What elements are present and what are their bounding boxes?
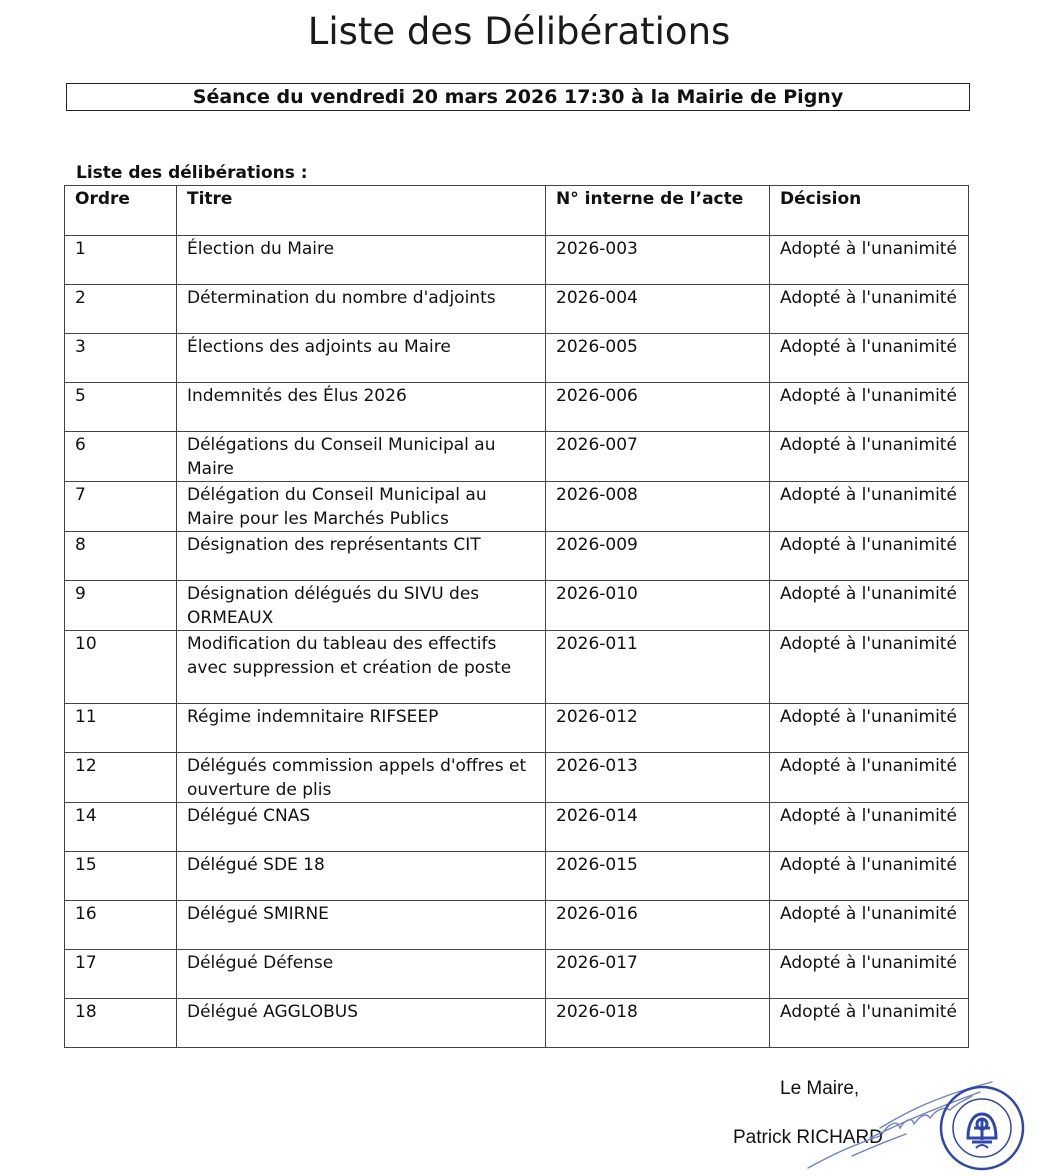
cell-decision: Adopté à l'unanimité (770, 999, 969, 1048)
signature-name: Patrick RICHARD (733, 1127, 883, 1148)
cell-decision: Adopté à l'unanimité (770, 581, 969, 631)
section-label: Liste des délibérations : (76, 163, 308, 183)
cell-titre: Délégué SMIRNE (177, 901, 546, 950)
cell-ordre: 16 (65, 901, 177, 950)
table-row (65, 383, 969, 432)
table-row (65, 704, 969, 753)
cell-numero: 2026-006 (546, 383, 770, 432)
table-row (65, 581, 969, 631)
cell-decision: Adopté à l'unanimité (770, 532, 969, 581)
cell-numero: 2026-009 (546, 532, 770, 581)
cell-numero: 2026-003 (546, 236, 770, 285)
header-titre: Titre (177, 186, 546, 236)
cell-ordre: 9 (65, 581, 177, 631)
table-row (65, 901, 969, 950)
cell-titre: Modification du tableau des effectifs avec suppression et création de poste (177, 631, 546, 704)
table-row (65, 803, 969, 852)
cell-numero: 2026-016 (546, 901, 770, 950)
cell-titre: Délégué SDE 18 (177, 852, 546, 901)
cell-titre: Élection du Maire (177, 236, 546, 285)
table-row (65, 482, 969, 532)
cell-titre: Régime indemnitaire RIFSEEP (177, 704, 546, 753)
header-ordre: Ordre (65, 186, 177, 236)
cell-ordre: 8 (65, 532, 177, 581)
cell-numero: 2026-013 (546, 753, 770, 803)
cell-ordre: 7 (65, 482, 177, 532)
cell-titre: Délégué CNAS (177, 803, 546, 852)
cell-titre: Délégués commission appels d'offres et ouverture de plis (177, 753, 546, 803)
table-header-row (65, 186, 969, 236)
cell-numero: 2026-005 (546, 334, 770, 383)
cell-decision: Adopté à l'unanimité (770, 901, 969, 950)
cell-decision: Adopté à l'unanimité (770, 334, 969, 383)
cell-titre: Désignation des représentants CIT (177, 532, 546, 581)
cell-ordre: 3 (65, 334, 177, 383)
municipal-seal (938, 1084, 1026, 1172)
cell-decision: Adopté à l'unanimité (770, 631, 969, 704)
table-row (65, 852, 969, 901)
cell-decision: Adopté à l'unanimité (770, 383, 969, 432)
cell-numero: 2026-017 (546, 950, 770, 999)
table-row (65, 285, 969, 334)
cell-decision: Adopté à l'unanimité (770, 482, 969, 532)
cell-ordre: 6 (65, 432, 177, 482)
cell-numero: 2026-012 (546, 704, 770, 753)
cell-ordre: 18 (65, 999, 177, 1048)
cell-numero: 2026-004 (546, 285, 770, 334)
signature-role: Le Maire, (780, 1078, 860, 1099)
cell-titre: Délégué Défense (177, 950, 546, 999)
cell-titre: Élections des adjoints au Maire (177, 334, 546, 383)
cell-ordre: 17 (65, 950, 177, 999)
cell-numero: 2026-007 (546, 432, 770, 482)
cell-decision: Adopté à l'unanimité (770, 950, 969, 999)
cell-titre: Délégation du Conseil Municipal au Maire pour les Marchés Publics (177, 482, 546, 532)
header-numero: N° interne de l’acte (546, 186, 770, 236)
table-row (65, 236, 969, 285)
cell-ordre: 15 (65, 852, 177, 901)
table-row (65, 999, 969, 1048)
cell-numero: 2026-011 (546, 631, 770, 704)
table-row (65, 631, 969, 704)
cell-decision: Adopté à l'unanimité (770, 285, 969, 334)
cell-titre: Détermination du nombre d'adjoints (177, 285, 546, 334)
table-row (65, 950, 969, 999)
cell-decision: Adopté à l'unanimité (770, 803, 969, 852)
cell-numero: 2026-014 (546, 803, 770, 852)
table-row (65, 432, 969, 482)
cell-decision: Adopté à l'unanimité (770, 432, 969, 482)
cell-numero: 2026-010 (546, 581, 770, 631)
cell-ordre: 11 (65, 704, 177, 753)
table-row (65, 334, 969, 383)
cell-ordre: 5 (65, 383, 177, 432)
cell-ordre: 12 (65, 753, 177, 803)
seance-banner: Séance du vendredi 20 mars 2026 17:30 à la Mairie de Pigny (66, 83, 970, 111)
cell-ordre: 1 (65, 236, 177, 285)
cell-numero: 2026-015 (546, 852, 770, 901)
cell-titre: Délégué AGGLOBUS (177, 999, 546, 1048)
cell-decision: Adopté à l'unanimité (770, 236, 969, 285)
table-row (65, 532, 969, 581)
cell-ordre: 10 (65, 631, 177, 704)
cell-titre: Indemnités des Élus 2026 (177, 383, 546, 432)
cell-decision: Adopté à l'unanimité (770, 753, 969, 803)
deliberations-table (64, 185, 969, 1048)
cell-numero: 2026-008 (546, 482, 770, 532)
cell-titre: Désignation délégués du SIVU des ORMEAUX (177, 581, 546, 631)
cell-numero: 2026-018 (546, 999, 770, 1048)
table-row (65, 753, 969, 803)
cell-titre: Délégations du Conseil Municipal au Maire (177, 432, 546, 482)
cell-ordre: 14 (65, 803, 177, 852)
header-decision: Décision (770, 186, 969, 236)
cell-ordre: 2 (65, 285, 177, 334)
cell-decision: Adopté à l'unanimité (770, 704, 969, 753)
signature-block (730, 1076, 1030, 1172)
page-title: Liste des Délibérations (307, 10, 731, 53)
cell-decision: Adopté à l'unanimité (770, 852, 969, 901)
